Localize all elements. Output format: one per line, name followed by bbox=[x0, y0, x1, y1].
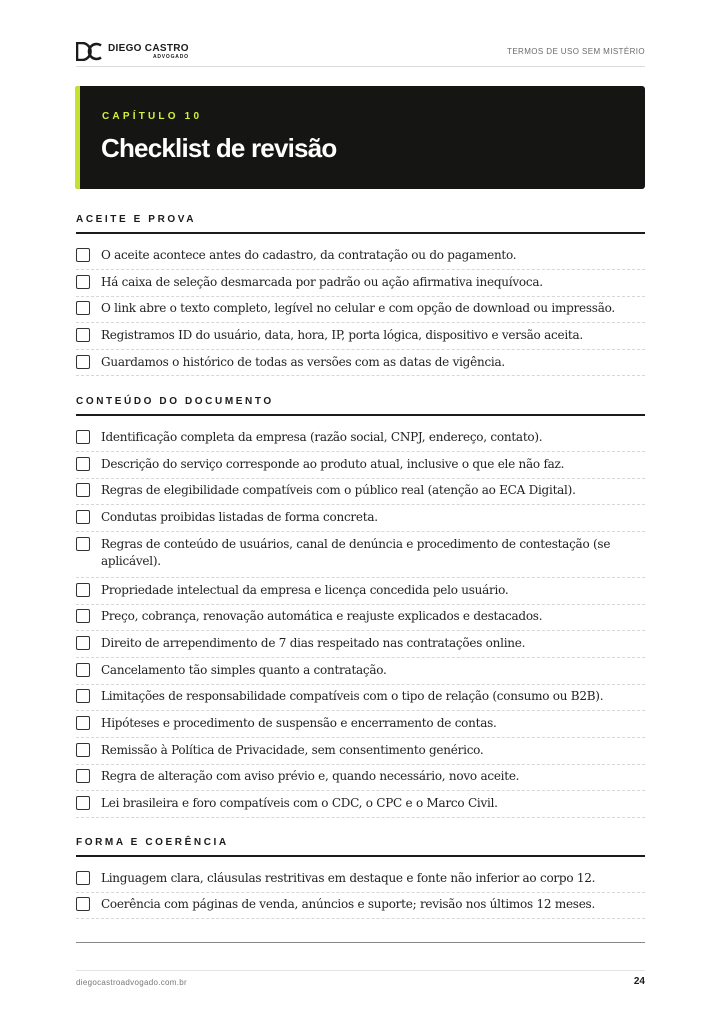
checklist-item bbox=[76, 712, 645, 738]
checkbox[interactable] bbox=[76, 897, 90, 911]
checkbox[interactable] bbox=[76, 510, 90, 524]
section-title: FORMA E COERÊNCIA bbox=[76, 837, 645, 857]
checkbox[interactable] bbox=[76, 769, 90, 783]
checklist-item-text: Registramos ID do usuário, data, hora, IP, porta lógica, dispositivo e versão aceita. bbox=[101, 328, 583, 342]
checkbox[interactable] bbox=[76, 689, 90, 703]
checklist-item-text: Regras de elegibilidade compatíveis com o público real (atenção ao ECA Digital). bbox=[101, 483, 576, 497]
checklist-item-text: Direito de arrependimento de 7 dias respeitado nas contratações online. bbox=[101, 636, 526, 650]
checklist-item bbox=[76, 893, 645, 919]
checklist-item bbox=[76, 479, 645, 505]
logo-name: DIEGO CASTRO bbox=[108, 42, 189, 54]
checklist-item-text: Limitações de responsabilidade compatíveis com o tipo de relação (consumo ou B2B). bbox=[101, 689, 604, 703]
checklist-item bbox=[76, 453, 645, 479]
checkbox[interactable] bbox=[76, 663, 90, 677]
checkbox[interactable] bbox=[76, 430, 90, 444]
checkbox[interactable] bbox=[76, 583, 90, 597]
checklist-item bbox=[76, 426, 645, 452]
checkbox[interactable] bbox=[76, 275, 90, 289]
checkbox[interactable] bbox=[76, 871, 90, 885]
checkbox[interactable] bbox=[76, 248, 90, 262]
page-number: 24 bbox=[633, 976, 645, 987]
checklist-item-text: Coerência com páginas de venda, anúncios e suporte; revisão nos últimos 12 meses. bbox=[101, 897, 596, 911]
chapter-label: CAPÍTULO 10 bbox=[102, 111, 203, 122]
section-title: CONTEÚDO DO DOCUMENTO bbox=[76, 396, 645, 416]
checklist-item-text: Cancelamento tão simples quanto a contratação. bbox=[101, 663, 387, 677]
checklist-item bbox=[76, 632, 645, 658]
document-title: TERMOS DE USO SEM MISTÉRIO bbox=[507, 47, 645, 56]
footer-url: diegocastroadvogado.com.br bbox=[76, 978, 187, 987]
checkbox[interactable] bbox=[76, 328, 90, 342]
checklist-item bbox=[76, 659, 645, 685]
checklist-item bbox=[76, 739, 645, 765]
checkbox[interactable] bbox=[76, 355, 90, 369]
checkbox[interactable] bbox=[76, 457, 90, 471]
logo bbox=[76, 42, 189, 61]
chapter-banner bbox=[75, 86, 645, 189]
page-title: Checklist de revisão bbox=[101, 133, 337, 163]
checklist-item bbox=[76, 506, 645, 532]
banner-accent-bar bbox=[75, 86, 80, 189]
checklist-item-text: Identificação completa da empresa (razão social, CNPJ, endereço, contato). bbox=[101, 430, 543, 444]
dc-logo-icon bbox=[76, 42, 103, 61]
checklist-item-text: Remissão à Política de Privacidade, sem consentimento genérico. bbox=[101, 743, 484, 757]
checklist-item-text: Linguagem clara, cláusulas restritivas em destaque e fonte não inferior ao corpo 12. bbox=[101, 871, 596, 885]
checkbox[interactable] bbox=[76, 743, 90, 757]
checklist-item-text: Hipóteses e procedimento de suspensão e encerramento de contas. bbox=[101, 716, 497, 730]
checklist-item bbox=[76, 533, 645, 578]
section-title: ACEITE E PROVA bbox=[76, 214, 645, 234]
checklist-item-text: Preço, cobrança, renovação automática e reajuste explicados e destacados. bbox=[101, 609, 543, 623]
checklist-item bbox=[76, 271, 645, 297]
checklist-item-text: O aceite acontece antes do cadastro, da contratação ou do pagamento. bbox=[101, 248, 517, 262]
checklist-item bbox=[76, 244, 645, 270]
checklist-item-text: Propriedade intelectual da empresa e licença concedida pelo usuário. bbox=[101, 583, 509, 597]
checklist-item bbox=[76, 765, 645, 791]
checkbox[interactable] bbox=[76, 301, 90, 315]
checklist-item-text: Guardamos o histórico de todas as versões com as datas de vigência. bbox=[101, 355, 505, 369]
checklist-item bbox=[76, 579, 645, 605]
checklist-item bbox=[76, 324, 645, 350]
checklist-item bbox=[76, 297, 645, 323]
checkbox[interactable] bbox=[76, 483, 90, 497]
checklist-item-text: Condutas proibidas listadas de forma concreta. bbox=[101, 510, 378, 524]
logo-subtitle: ADVOGADO bbox=[152, 53, 189, 60]
checkbox[interactable] bbox=[76, 636, 90, 650]
checklist-item-text: Regra de alteração com aviso prévio e, quando necessário, novo aceite. bbox=[101, 769, 520, 783]
checklist-item bbox=[76, 685, 645, 711]
checklist-item-text: O link abre o texto completo, legível no celular e com opção de download ou impressão. bbox=[101, 301, 615, 315]
footer-divider-light bbox=[76, 970, 645, 971]
checklist-item bbox=[76, 605, 645, 631]
checkbox[interactable] bbox=[76, 609, 90, 623]
checklist-item-text: Descrição do serviço corresponde ao produto atual, inclusive o que ele não faz. bbox=[101, 457, 565, 471]
checklist-item-text: Há caixa de seleção desmarcada por padrão ou ação afirmativa inequívoca. bbox=[101, 275, 543, 289]
checkbox[interactable] bbox=[76, 796, 90, 810]
page-header bbox=[76, 40, 645, 67]
checklist-item-text: Lei brasileira e foro compatíveis com o CDC, o CPC e o Marco Civil. bbox=[101, 796, 498, 810]
checklist-item bbox=[76, 867, 645, 893]
checklist-item-text: Regras de conteúdo de usuários, canal de denúncia e procedimento de contestação (se aplicável). bbox=[101, 537, 611, 568]
checkbox[interactable] bbox=[76, 716, 90, 730]
checkbox[interactable] bbox=[76, 537, 90, 551]
footer-divider bbox=[76, 942, 645, 943]
checklist-item bbox=[76, 792, 645, 818]
checklist-item bbox=[76, 351, 645, 376]
